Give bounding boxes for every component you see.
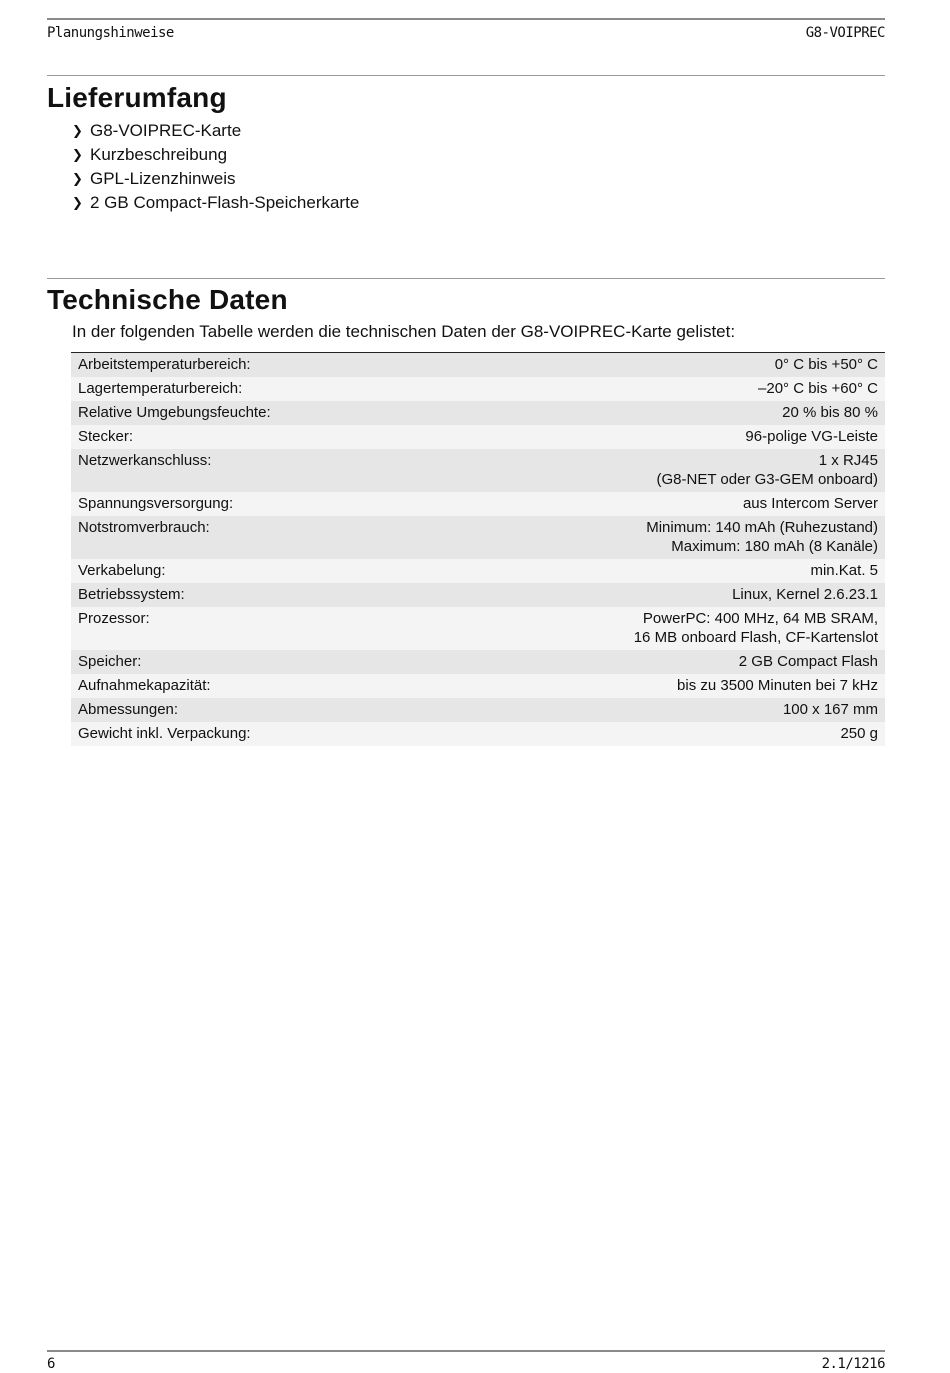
table-row [71, 377, 885, 401]
document-version: 2.1/1216 [821, 1356, 885, 1372]
spec-value [433, 492, 885, 516]
section-title-lieferumfang: Lieferumfang [47, 82, 227, 113]
table-row [71, 449, 885, 492]
technical-data-table [71, 352, 885, 746]
spec-label: Abmessungen: [78, 701, 179, 718]
list-item [72, 167, 359, 191]
section-rule-lieferumfang [47, 75, 885, 76]
spec-value [433, 516, 885, 559]
footer-rule [47, 1350, 885, 1352]
spec-value [433, 401, 885, 425]
spec-label: Lagertemperaturbereich: [78, 380, 243, 397]
spec-label: Stecker: [78, 428, 134, 445]
list-item [72, 191, 359, 215]
spec-value-line: aus Intercom Server [742, 495, 878, 512]
list-item-label: 2 GB Compact-Flash-Speicherkarte [90, 193, 360, 212]
chevron-right-icon: ❯ [72, 147, 83, 162]
spec-value [433, 353, 885, 378]
header-rule [47, 18, 885, 20]
spec-label: Gewicht inkl. Verpackung: [78, 725, 251, 742]
spec-label: Verkabelung: [78, 562, 166, 579]
spec-value [433, 449, 885, 492]
header-product-name: G8-VOIPREC [805, 25, 885, 41]
list-item-label: Kurzbeschreibung [90, 145, 228, 164]
spec-value [433, 650, 885, 674]
spec-value-line: Minimum: 140 mAh (Ruhezustand) [646, 519, 878, 536]
spec-label: Netzwerkanschluss: [78, 452, 212, 469]
table-row [71, 607, 885, 650]
spec-value-line: 20 % bis 80 % [782, 404, 878, 421]
table-row [71, 722, 885, 746]
list-item [72, 119, 359, 143]
spec-value [433, 674, 885, 698]
spec-label: Aufnahmekapazität: [78, 677, 211, 694]
spec-value [433, 607, 885, 650]
table-row [71, 516, 885, 559]
section-title-technische-daten: Technische Daten [47, 284, 288, 315]
spec-value-line: 96-polige VG-Leiste [745, 428, 878, 445]
table-row [71, 583, 885, 607]
spec-value-line: min.Kat. 5 [810, 562, 878, 579]
spec-value-line: Maximum: 180 mAh (8 Kanäle) [671, 538, 878, 555]
spec-value [433, 559, 885, 583]
spec-label: Prozessor: [78, 610, 150, 627]
spec-value-line: 0° C bis +50° C [774, 356, 878, 373]
chevron-right-icon: ❯ [72, 123, 83, 138]
table-row [71, 492, 885, 516]
spec-value [433, 698, 885, 722]
spec-value-line: 16 MB onboard Flash, CF-Kartenslot [633, 629, 878, 646]
spec-value-line: –20° C bis +60° C [758, 380, 878, 397]
spec-value-line: 100 x 167 mm [782, 701, 878, 718]
table-row [71, 425, 885, 449]
spec-label: Relative Umgebungsfeuchte: [78, 404, 271, 421]
delivery-list [72, 119, 359, 215]
spec-label: Speicher: [78, 653, 142, 670]
spec-value [433, 425, 885, 449]
table-row [71, 353, 885, 378]
spec-value [433, 377, 885, 401]
chevron-right-icon: ❯ [72, 195, 83, 210]
spec-value-line: 250 g [840, 725, 878, 742]
spec-label: Spannungsversorgung: [78, 495, 234, 512]
spec-value-line: bis zu 3500 Minuten bei 7 kHz [677, 677, 878, 694]
list-item-label: GPL-Lizenzhinweis [90, 169, 236, 188]
table-row [71, 401, 885, 425]
spec-value-line: 2 GB Compact Flash [738, 653, 878, 670]
spec-value-line: (G8-NET oder G3-GEM onboard) [656, 471, 878, 488]
section-rule-technische-daten [47, 278, 885, 279]
list-item [72, 143, 359, 167]
list-item-label: G8-VOIPREC-Karte [90, 121, 242, 140]
spec-value-line: PowerPC: 400 MHz, 64 MB SRAM, [642, 610, 878, 627]
spec-value [433, 722, 885, 746]
table-intro-text: In der folgenden Tabelle werden die technischen Daten der G8-VOIPREC-Karte gelistet: [72, 322, 736, 341]
spec-label: Notstromverbrauch: [78, 519, 210, 536]
spec-label: Betriebssystem: [78, 586, 185, 603]
chevron-right-icon: ❯ [72, 171, 83, 186]
table-row [71, 674, 885, 698]
spec-label: Arbeitstemperaturbereich: [78, 356, 251, 373]
spec-value [433, 583, 885, 607]
spec-value-line: 1 x RJ45 [818, 452, 878, 469]
spec-value-line: Linux, Kernel 2.6.23.1 [732, 586, 878, 603]
page-number: 6 [47, 1356, 55, 1372]
table-row [71, 559, 885, 583]
header-section-name: Planungshinweise [47, 25, 174, 41]
table-row [71, 698, 885, 722]
table-row [71, 650, 885, 674]
